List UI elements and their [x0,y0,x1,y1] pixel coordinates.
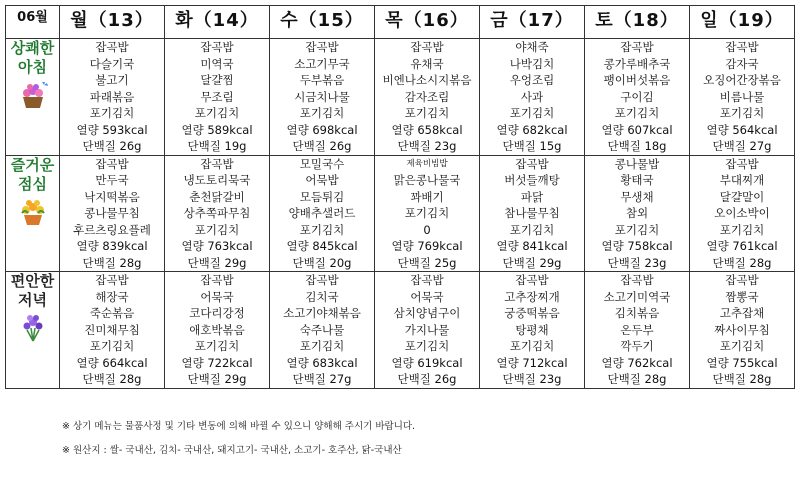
menu-cell-tue [165,272,270,389]
menu-item: 오이소박이 [714,206,770,220]
menu-item: 포기김치 [299,106,345,120]
calorie-value: 열량 619kcal [391,355,463,370]
menu-item: 다슬기국 [89,56,135,71]
meal-label-cell [6,39,60,156]
menu-item: 포기김치 [719,222,765,237]
protein-value: 단백질 25g [397,255,457,270]
menu-item: 포기김치 [299,339,345,353]
menu-item: 감자국 [725,56,759,71]
flower-pot-lunch-icon [6,198,59,230]
menu-item: 나박김치 [509,56,555,71]
meal-name: 즐거운 점심 [10,155,55,193]
menu-item: 잡곡밥 [725,273,759,287]
menu-item: 소고기야채볶음 [283,306,361,320]
menu-item: 잡곡밥 [620,273,654,287]
menu-item: 콩가루배추국 [603,56,671,71]
protein-value: 단백질 15g [502,139,562,153]
menu-item: 어묵국 [410,289,444,304]
protein-value: 단백질 18g [607,139,667,153]
calorie-value: 열량 845kcal [286,239,358,253]
calorie-value: 열량 664kcal [76,355,148,370]
menu-cell-fri [480,272,585,389]
calorie-value: 열량 758kcal [601,239,673,253]
menu-item: 모듬튀김 [299,189,345,204]
day-header-wed: 수（15） [270,6,375,39]
meal-name: 상쾌한 아침 [10,39,55,76]
day-header-sat: 토（18） [585,6,690,39]
menu-item: 잡곡밥 [200,273,234,287]
protein-value: 단백질 29g [187,255,247,270]
calorie-value: 열량 763kcal [181,239,253,253]
menu-item: 궁중떡볶음 [504,306,560,320]
flower-basket-breakfast-icon [6,81,59,113]
menu-item: 포기김치 [299,222,345,237]
menu-cell-tue [165,155,270,272]
protein-value: 단백질 27g [292,372,352,386]
menu-item: 만두국 [95,173,129,187]
menu-item: 오징어간장볶음 [703,73,781,87]
menu-item: 포기김치 [509,339,555,353]
menu-item: 시금치나물 [294,89,350,104]
calorie-value: 열량 755kcal [706,355,778,370]
menu-item: 온두부 [620,322,654,337]
menu-cell-fri [480,39,585,156]
notes [62,420,415,468]
meal-name: 편안한 저녁 [10,272,55,309]
menu-item: 고추잡채 [719,306,765,320]
menu-item: 콩나물무침 [84,206,140,220]
menu-item: 고추장찌개 [504,289,560,304]
menu-item: 잡곡밥 [305,273,339,287]
menu-item: 0 [423,222,431,237]
menu-item: 후르츠링요플레 [73,222,151,237]
menu-item: 애호박볶음 [189,322,245,337]
menu-item: 파닭 [520,189,544,204]
menu-item: 잡곡밥 [410,273,444,287]
menu-item: 김치국 [305,289,339,304]
menu-item: 냉도토리묵국 [183,173,251,187]
menu-cell-sun [690,39,795,156]
menu-item: 춘천닭갈비 [189,189,245,204]
menu-item: 포기김치 [404,106,450,120]
menu-item: 포기김치 [509,222,555,237]
menu-item: 포기김치 [194,222,240,237]
day-header-fri: 금（17） [480,6,585,39]
menu-item: 감자조림 [404,89,450,104]
menu-cell-sat [585,272,690,389]
menu-cell-wed [270,272,375,389]
menu-item: 황태국 [620,173,654,187]
menu-item: 포기김치 [719,339,765,353]
menu-cell-sun [690,155,795,272]
menu-item: 어묵밥 [305,173,339,187]
menu-item: 포기김치 [89,339,135,353]
menu-item: 해장국 [95,289,129,304]
menu-cell-thu [375,39,480,156]
menu-item: 양배추샐러드 [288,206,356,220]
menu-item: 미역국 [200,56,234,71]
menu-cell-mon [60,272,165,389]
menu-item: 파래볶음 [89,89,135,104]
calorie-value: 열량 839kcal [76,239,148,253]
protein-value: 단백질 28g [82,372,142,386]
menu-item: 포기김치 [614,106,660,120]
menu-item: 잡곡밥 [95,273,129,287]
menu-item: 제육비빔밥 [406,158,448,169]
origin-note: ※ 원산지 : 쌀- 국내산, 김치- 국내산, 돼지고기- 국내산, 소고기- 호주산, 닭-국내산 [62,445,402,456]
menu-item: 잡곡밥 [620,40,654,54]
menu-item: 모밀국수 [299,156,345,171]
menu-item: 버섯들깨탕 [504,173,560,187]
day-header-thu: 목（16） [375,6,480,39]
menu-item: 포기김치 [404,339,450,353]
menu-item: 부대찌개 [719,173,765,187]
menu-item: 소고기미역국 [603,289,671,304]
menu-item: 김치볶음 [614,306,660,320]
protein-value: 단백질 23g [607,255,667,270]
protein-value: 단백질 23g [502,372,562,386]
menu-item: 무조림 [200,89,234,104]
menu-item: 잡곡밥 [95,156,129,171]
menu-item: 무생채 [620,189,654,204]
calorie-value: 열량 683kcal [286,355,358,370]
menu-item: 잡곡밥 [305,40,339,54]
protein-value: 단백질 28g [712,255,772,270]
flower-bouquet-dinner-icon [6,314,59,346]
menu-item: 포기김치 [404,206,450,220]
lunch-row [6,155,795,272]
menu-item: 꽈배기 [410,189,444,204]
menu-item: 잡곡밥 [200,156,234,171]
menu-item: 유채국 [410,56,444,71]
calorie-value: 열량 841kcal [496,239,568,253]
menu-item: 팽이버섯볶음 [603,73,671,87]
menu-item: 상추쪽파무침 [183,206,251,220]
menu-item: 포기김치 [614,222,660,237]
day-header-sun: 일（19） [690,6,795,39]
protein-value: 단백질 27g [712,139,772,153]
menu-cell-thu [375,155,480,272]
menu-item: 포기김치 [89,106,135,120]
menu-item: 죽순볶음 [89,306,135,320]
menu-item: 짜사이무침 [714,322,770,337]
menu-item: 어묵국 [200,289,234,304]
calorie-value: 열량 589kcal [181,122,253,137]
menu-cell-mon [60,155,165,272]
menu-item: 불고기 [95,73,129,87]
calorie-value: 열량 564kcal [706,122,778,137]
menu-item: 잡곡밥 [95,40,129,54]
day-header-mon: 월（13） [60,6,165,39]
meal-label-cell [6,155,60,272]
calorie-value: 열량 682kcal [496,122,568,137]
menu-item: 짬뽕국 [725,289,759,304]
menu-item: 두부볶음 [299,73,345,87]
menu-cell-sun [690,272,795,389]
menu-item: 참외 [625,206,649,220]
menu-item: 포기김치 [194,339,240,353]
calorie-value: 열량 762kcal [601,355,673,370]
calorie-value: 열량 658kcal [391,122,463,137]
protein-value: 단백질 26g [82,139,142,153]
menu-item: 깍두기 [620,339,654,353]
menu-item: 비름나물 [719,89,765,104]
menu-item: 비엔나소시지볶음 [382,73,472,87]
notice-note: ※ 상기 메뉴는 물품사정 및 기타 변동에 의해 바뀔 수 있으니 양해해 주시기 바랍니다. [62,421,416,432]
menu-item: 달걀말이 [719,189,765,204]
protein-value: 단백질 28g [712,372,772,386]
menu-item: 낙지떡볶음 [84,189,140,204]
menu-cell-thu [375,272,480,389]
calorie-value: 열량 761kcal [706,239,778,253]
menu-cell-wed [270,39,375,156]
menu-item: 우엉조림 [509,73,555,87]
menu-item: 맑은콩나물국 [393,173,461,187]
menu-item: 포기김치 [719,106,765,120]
menu-item: 잡곡밥 [515,273,549,287]
menu-cell-wed [270,155,375,272]
menu-item: 달걀찜 [200,73,234,87]
protein-value: 단백질 28g [607,372,667,386]
menu-item: 가지나물 [404,322,450,337]
menu-item: 잡곡밥 [410,40,444,54]
menu-item: 코다리강정 [189,306,245,320]
weekly-menu-table [5,5,795,389]
menu-cell-mon [60,39,165,156]
protein-value: 단백질 29g [502,255,562,270]
calorie-value: 열량 769kcal [391,239,463,253]
protein-value: 단백질 29g [187,372,247,386]
menu-item: 구이김 [620,89,654,104]
menu-item: 포기김치 [194,106,240,120]
menu-item: 야채죽 [515,40,549,54]
calorie-value: 열량 593kcal [76,122,148,137]
protein-value: 단백질 26g [292,139,352,153]
menu-cell-tue [165,39,270,156]
menu-item: 잡곡밥 [725,40,759,54]
month-header: 06월 [6,6,60,39]
menu-item: 삼치양념구이 [393,306,461,320]
calorie-value: 열량 722kcal [181,355,253,370]
menu-item: 숙주나물 [299,322,345,337]
menu-item: 진미채무침 [84,322,140,337]
protein-value: 단백질 28g [82,255,142,270]
menu-item: 잡곡밥 [515,156,549,171]
protein-value: 단백질 23g [397,139,457,153]
menu-item: 사과 [520,89,544,104]
calorie-value: 열량 712kcal [496,355,568,370]
calorie-value: 열량 698kcal [286,122,358,137]
header-row [6,6,795,39]
menu-cell-sat [585,155,690,272]
menu-item: 포기김치 [509,106,555,120]
menu-item: 참나물무침 [504,206,560,220]
calorie-value: 열량 607kcal [601,122,673,137]
menu-item: 탕평채 [515,322,549,337]
breakfast-row [6,39,795,156]
menu-item: 잡곡밥 [200,40,234,54]
protein-value: 단백질 20g [292,255,352,270]
meal-label-cell [6,272,60,389]
protein-value: 단백질 19g [187,139,247,153]
menu-item: 잡곡밥 [725,156,759,171]
protein-value: 단백질 26g [397,372,457,386]
menu-cell-sat [585,39,690,156]
dinner-row [6,272,795,389]
menu-item: 소고기무국 [294,56,350,71]
menu-cell-fri [480,155,585,272]
menu-item: 콩나물밥 [614,156,660,171]
day-header-tue: 화（14） [165,6,270,39]
